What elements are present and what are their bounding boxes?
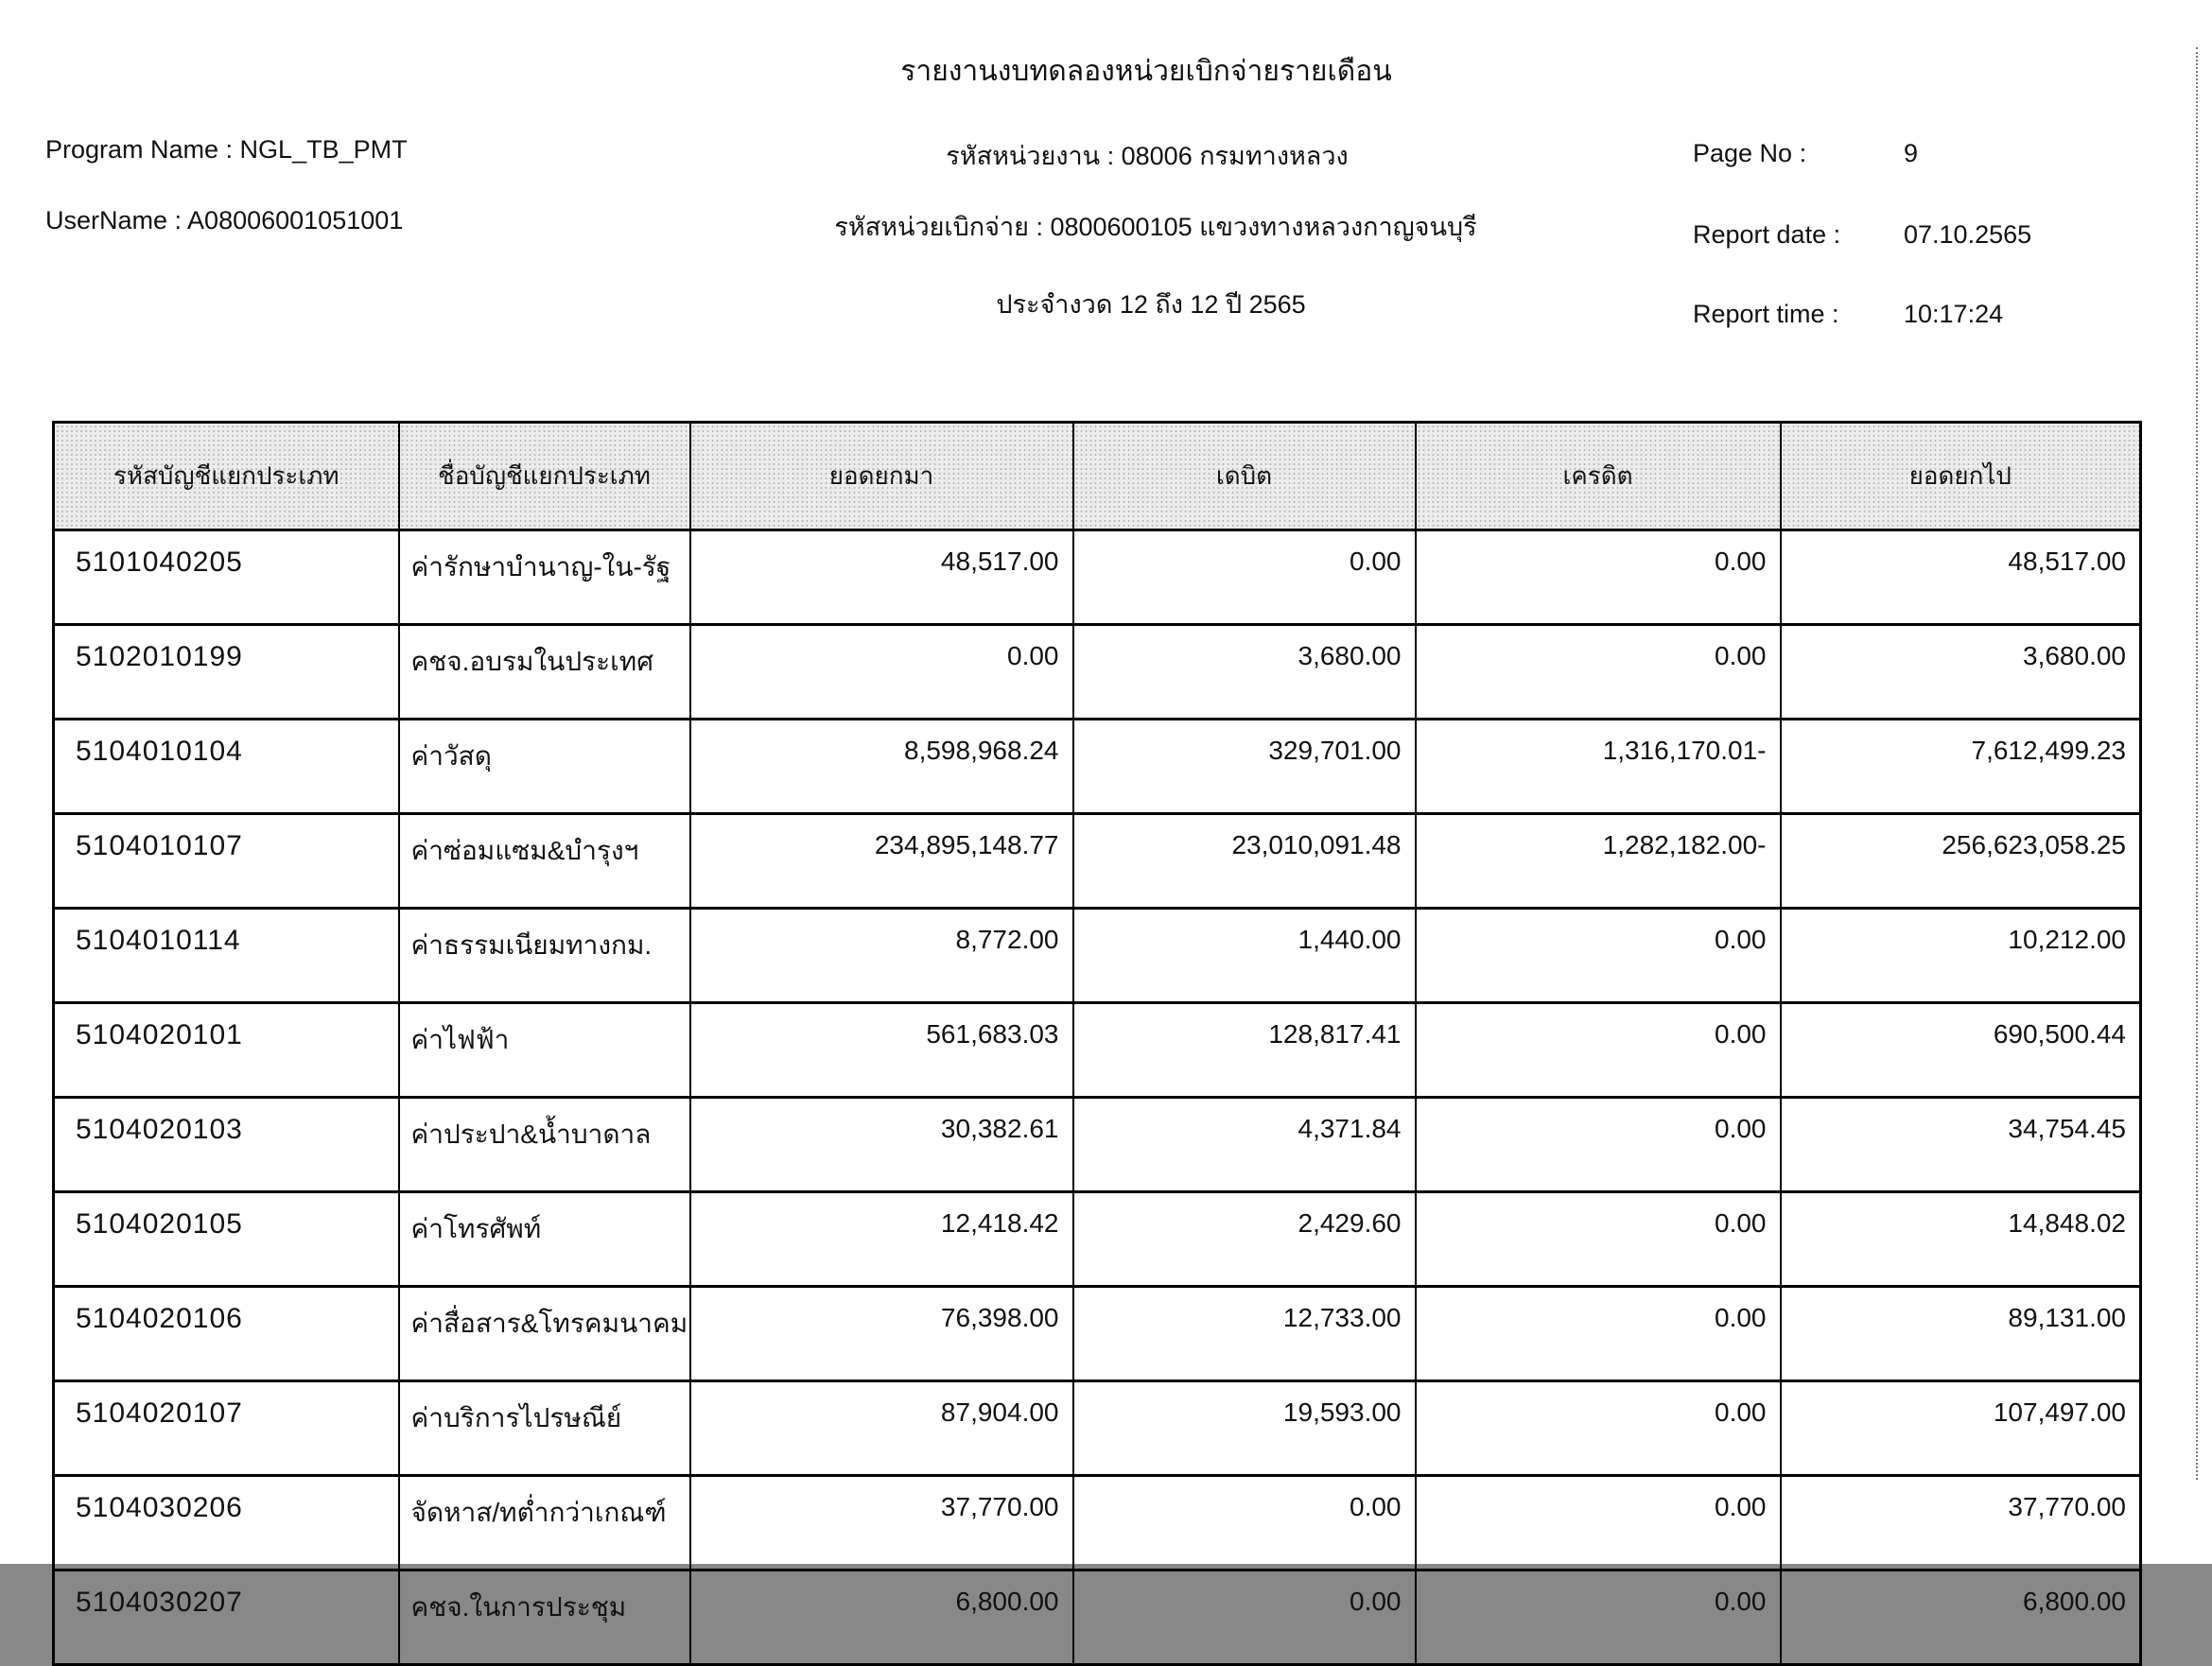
credit-cell: 0.00 (1416, 530, 1781, 625)
credit-cell: 1,316,170.01- (1416, 720, 1781, 814)
table-row (54, 1003, 2141, 1098)
account-name-cell: ค่าสื่อสาร&โทรคมนาคม (399, 1287, 690, 1381)
debit-cell: 0.00 (1073, 530, 1416, 625)
header-account-code: รหัสบัญชีแยกประเภท (54, 423, 399, 530)
carry-forward-cell: 7,612,499.23 (1781, 720, 2141, 814)
disburse-unit-line: รหัสหน่วยเบิกจ่าย : 0800600105 แขวงทางหลวงกาญจนบุรี (834, 213, 1477, 241)
account-name-cell: ค่าธรรมเนียมทางกม. (399, 909, 690, 1003)
balance-forward-cell: 234,895,148.77 (690, 814, 1073, 909)
account-code-cell: 5102010199 (54, 625, 399, 720)
header-account-name: ชื่อบัญชีแยกประเภท (399, 423, 690, 530)
account-code-cell: 5104020106 (54, 1287, 399, 1381)
table-row (54, 530, 2141, 625)
debit-cell: 12,733.00 (1073, 1287, 1416, 1381)
account-code-cell: 5104010107 (54, 814, 399, 909)
credit-cell: 0.00 (1416, 625, 1781, 720)
table-row (54, 1098, 2141, 1192)
balance-forward-cell: 76,398.00 (690, 1287, 1073, 1381)
debit-cell: 0.00 (1073, 1476, 1416, 1571)
table-row (54, 1476, 2141, 1571)
credit-cell: 0.00 (1416, 1381, 1781, 1476)
debit-cell: 19,593.00 (1073, 1381, 1416, 1476)
account-code-cell: 5101040205 (54, 530, 399, 625)
balance-forward-cell: 30,382.61 (690, 1098, 1073, 1192)
carry-forward-cell: 14,848.02 (1781, 1192, 2141, 1287)
carry-forward-cell: 6,800.00 (1781, 1571, 2141, 1665)
table-row (54, 1287, 2141, 1381)
credit-cell: 0.00 (1416, 1287, 1781, 1381)
debit-cell: 128,817.41 (1073, 1003, 1416, 1098)
debit-cell: 2,429.60 (1073, 1192, 1416, 1287)
table-row (54, 625, 2141, 720)
table-header-row (54, 423, 2141, 530)
account-name-cell: ค่าบริการไปรษณีย์ (399, 1381, 690, 1476)
balance-forward-cell: 561,683.03 (690, 1003, 1073, 1098)
account-name-cell: ค่าโทรศัพท์ (399, 1192, 690, 1287)
table-row (54, 1192, 2141, 1287)
header-credit: เครดิต (1416, 423, 1781, 530)
report-time-value: 10:17:24 (1904, 300, 2004, 328)
carry-forward-cell: 48,517.00 (1781, 530, 2141, 625)
debit-cell: 23,010,091.48 (1073, 814, 1416, 909)
credit-cell: 0.00 (1416, 1571, 1781, 1665)
balance-forward-cell: 12,418.42 (690, 1192, 1073, 1287)
report-date-label: Report date : (1693, 220, 1841, 249)
balance-forward-cell: 48,517.00 (690, 530, 1073, 625)
carry-forward-cell: 10,212.00 (1781, 909, 2141, 1003)
carry-forward-cell: 256,623,058.25 (1781, 814, 2141, 909)
page-edge-dotted-line (2196, 47, 2198, 1480)
account-name-cell: ค่าประปา&น้ำบาดาล (399, 1098, 690, 1192)
carry-forward-cell: 34,754.45 (1781, 1098, 2141, 1192)
account-code-cell: 5104020103 (54, 1098, 399, 1192)
account-name-cell: ค่าซ่อมแซม&บำรุงฯ (399, 814, 690, 909)
account-name-cell: ค่าไฟฟ้า (399, 1003, 690, 1098)
header-debit: เดบิต (1073, 423, 1416, 530)
table-row (54, 1571, 2141, 1665)
table-row (54, 814, 2141, 909)
balance-forward-cell: 8,598,968.24 (690, 720, 1073, 814)
carry-forward-cell: 89,131.00 (1781, 1287, 2141, 1381)
program-name-line: Program Name : NGL_TB_PMT (45, 135, 408, 164)
debit-cell: 329,701.00 (1073, 720, 1416, 814)
report-date-value: 07.10.2565 (1904, 220, 2032, 249)
trial-balance-table (52, 421, 2142, 1666)
account-code-cell: 5104020101 (54, 1003, 399, 1098)
account-name-cell: คชจ.ในการประชุม (399, 1571, 690, 1665)
carry-forward-cell: 690,500.44 (1781, 1003, 2141, 1098)
account-code-cell: 5104020107 (54, 1381, 399, 1476)
table-row (54, 909, 2141, 1003)
credit-cell: 0.00 (1416, 1003, 1781, 1098)
debit-cell: 4,371.84 (1073, 1098, 1416, 1192)
debit-cell: 3,680.00 (1073, 625, 1416, 720)
account-code-cell: 5104020105 (54, 1192, 399, 1287)
agency-code-line: รหัสหน่วยงาน : 08006 กรมทางหลวง (946, 142, 1349, 170)
account-code-cell: 5104010104 (54, 720, 399, 814)
credit-cell: 1,282,182.00- (1416, 814, 1781, 909)
report-time-label: Report time : (1693, 300, 1839, 328)
balance-forward-cell: 87,904.00 (690, 1381, 1073, 1476)
carry-forward-cell: 37,770.00 (1781, 1476, 2141, 1571)
credit-cell: 0.00 (1416, 1476, 1781, 1571)
table-row (54, 720, 2141, 814)
account-name-cell: คชจ.อบรมในประเทศ (399, 625, 690, 720)
account-code-cell: 5104030207 (54, 1571, 399, 1665)
account-code-cell: 5104030206 (54, 1476, 399, 1571)
carry-forward-cell: 3,680.00 (1781, 625, 2141, 720)
debit-cell: 1,440.00 (1073, 909, 1416, 1003)
carry-forward-cell: 107,497.00 (1781, 1381, 2141, 1476)
balance-forward-cell: 6,800.00 (690, 1571, 1073, 1665)
account-code-cell: 5104010114 (54, 909, 399, 1003)
username-line: UserName : A08006001051001 (45, 206, 404, 234)
account-name-cell: จัดหาส/ทต่ำกว่าเกณฑ์ (399, 1476, 690, 1571)
report-title: รายงานงบทดลองหน่วยเบิกจ่ายรายเดือน (900, 56, 1392, 87)
account-name-cell: ค่าวัสดุ (399, 720, 690, 814)
page-no-value: 9 (1904, 139, 1919, 167)
account-name-cell: ค่ารักษาบำนาญ-ใน-รัฐ (399, 530, 690, 625)
credit-cell: 0.00 (1416, 1192, 1781, 1287)
page-no-label: Page No : (1693, 139, 1807, 167)
credit-cell: 0.00 (1416, 909, 1781, 1003)
period-line: ประจำงวด 12 ถึง 12 ปี 2565 (996, 290, 1306, 319)
debit-cell: 0.00 (1073, 1571, 1416, 1665)
credit-cell: 0.00 (1416, 1098, 1781, 1192)
header-balance-forward: ยอดยกมา (690, 423, 1073, 530)
balance-forward-cell: 37,770.00 (690, 1476, 1073, 1571)
table-row (54, 1381, 2141, 1476)
table-body (54, 530, 2141, 1665)
balance-forward-cell: 8,772.00 (690, 909, 1073, 1003)
balance-forward-cell: 0.00 (690, 625, 1073, 720)
header-carry-forward: ยอดยกไป (1781, 423, 2141, 530)
